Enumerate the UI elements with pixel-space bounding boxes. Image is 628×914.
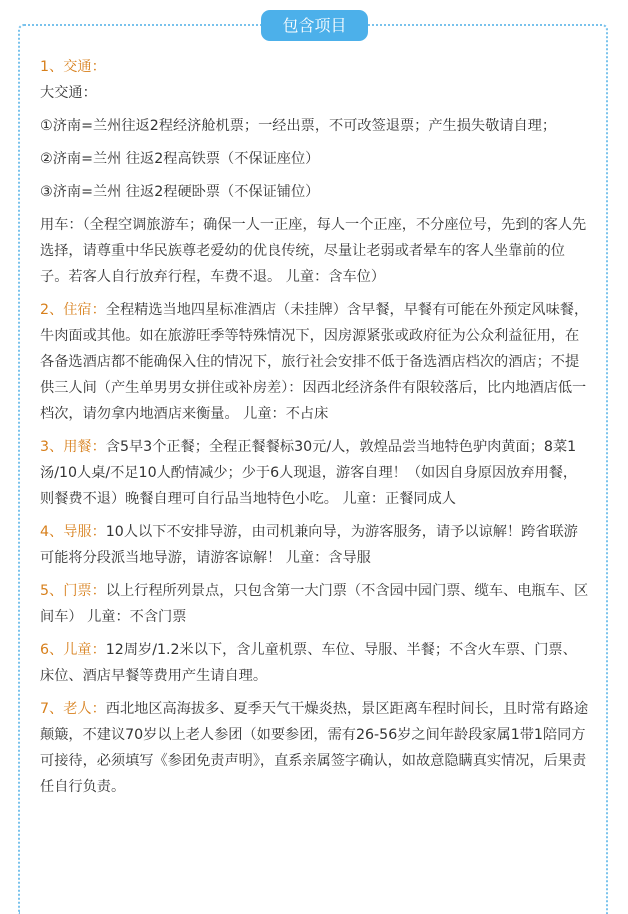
section-meals — [40, 434, 590, 512]
section-heading: 4、导服： — [40, 524, 106, 540]
section-text: 12周岁/1.2米以下，含儿童机票、车位、导服、半餐；不含火车票、门票、床位、酒店早餐等费用产生请自理。 — [40, 642, 577, 684]
content-body — [40, 54, 590, 800]
section-heading: 3、用餐： — [40, 439, 106, 455]
section-accommodation — [40, 297, 590, 427]
section-heading: 2、住宿： — [40, 302, 106, 318]
section-children — [40, 637, 590, 689]
section-elderly — [40, 696, 590, 800]
section-heading: 5、门票： — [40, 583, 106, 599]
section-heading: 7、老人： — [40, 701, 106, 717]
section-title-badge: 包含项目 — [261, 10, 368, 41]
transport-heading: 1、交通： — [40, 59, 106, 75]
section-text: 含5早3个正餐；全程正餐餐标30元/人，敦煌品尝当地特色驴肉黄面；8菜1汤/10人桌/不足10人酌情减少；少于6人现退，游客自理！（如因自身原因放弃用餐，则餐费不退）晚餐自理可自行品当地特色小吃。 儿童：正餐同成人 — [40, 439, 578, 507]
transport-item: ①济南=兰州往返2程经济舱机票；一经出票，不可改签退票；产生损失敬请自理； — [40, 118, 557, 134]
transport-item: ②济南=兰州 往返2程高铁票（不保证座位） — [40, 151, 320, 167]
major-transport-label: 大交通： — [40, 85, 97, 101]
section-tickets — [40, 578, 590, 630]
transport-item: ③济南=兰州 往返2程硬卧票（不保证铺位） — [40, 184, 320, 200]
section-text: 10人以下不安排导游，由司机兼向导，为游客服务，请予以谅解！跨省联游可能将分段派当地导游，请游客谅解！ 儿童：含导服 — [40, 524, 578, 566]
vehicle-paragraph: 用车：（全程空调旅游车；确保一人一正座，每人一个正座，不分座位号，先到的客人先选择，请尊重中华民族尊老爱幼的优良传统，尽量让老弱或者晕车的客人坐靠前的位子。若客人自行放弃行程，车费不退。 儿童：含车位） — [40, 217, 587, 285]
section-heading: 6、儿童： — [40, 642, 106, 658]
section-text: 西北地区高海拔多、夏季天气干燥炎热，景区距离车程时间长，且时常有路途颠簸，不建议70岁以上老人参团（如要参团，需有26-56岁之间年龄段家属1带1陪同方可接待，必须填写《参团免责声明》，直系亲属签字确认，如故意隐瞒真实情况，后果责任自行负责。 — [40, 701, 589, 795]
section-text: 全程精选当地四星标准酒店（未挂牌）含早餐，早餐有可能在外预定风味餐，牛肉面或其他。如在旅游旺季等特殊情况下，因房源紧张或政府征为公众利益征用，在各备选酒店都不能确保入住的情况下，旅行社会安排不低于备选酒店档次的酒店；不提供三人间（产生单男男女拼住或补房差）：因西北经济条件有限较落后，比内地酒店低一档次，请勿拿内地酒店来衡量。 儿童：不占床 — [40, 302, 589, 422]
section-guide — [40, 519, 590, 571]
section-text: 以上行程所列景点，只包含第一大门票（不含园中园门票、缆车、电瓶车、区间车） 儿童：不含门票 — [40, 583, 589, 625]
